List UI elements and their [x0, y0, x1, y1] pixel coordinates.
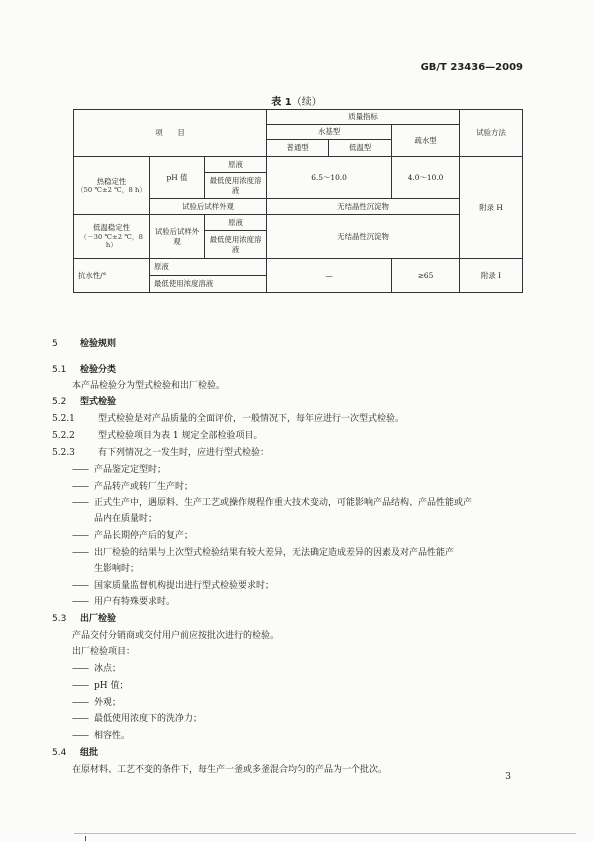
list-item-continuation: 品内在质量时；	[94, 514, 158, 524]
list-item-text: 出厂检验的结果与上次型式检验结果有较大差异，无法确定造成差异的因素及对产品性能产	[94, 548, 455, 558]
heat-no-crystal: 无结晶性沉淀物	[267, 199, 460, 215]
dash-mark: ——	[72, 548, 88, 558]
list-item	[72, 695, 121, 708]
section-5-4	[52, 745, 98, 758]
header-quality: 质量指标	[267, 110, 460, 125]
table-caption-cont: （续）	[291, 97, 322, 108]
list-item	[72, 495, 472, 508]
list-item	[72, 728, 130, 741]
section-5-2-number: 5.2	[52, 397, 67, 407]
section-5-2-2-number: 5.2.2	[52, 431, 75, 441]
header-low-temp-type: 低温型	[329, 140, 392, 157]
section-5-1-text: 本产品检验分为型式检验和出厂检验。	[72, 381, 226, 391]
dash-mark: ——	[72, 498, 88, 508]
quality-table	[73, 109, 523, 293]
footer-rule	[74, 833, 576, 834]
header-test-method: 试验方法	[460, 110, 523, 157]
header-flow-type: 疏水型	[392, 125, 460, 157]
list-item-text: 最低使用浓度下的洗净力；	[94, 714, 203, 724]
section-5-3-title: 出厂检验	[80, 614, 117, 624]
dash-mark: ——	[72, 681, 88, 691]
heat-stability-cond: （50 ℃±2 ℃，8 h）	[76, 185, 147, 194]
list-item-text: 用户有特殊要求时。	[94, 597, 176, 607]
water-resist-min-conc: 最低使用浓度溶液	[150, 276, 267, 293]
water-resist-ge65: ≥65	[392, 259, 460, 293]
low-temp-original: 原液	[205, 215, 267, 231]
list-item	[72, 545, 454, 558]
footer-tick	[85, 836, 86, 841]
dash-mark: ——	[72, 731, 88, 741]
low-temp-no-crystal: 无结晶性沉淀物	[267, 215, 460, 259]
list-item-text: 产品鉴定定型时；	[94, 465, 167, 475]
dash-mark: ——	[72, 465, 88, 475]
water-resist-original: 原液	[150, 259, 267, 276]
section-5-1-title: 检验分类	[80, 365, 117, 375]
table-caption-label: 表 1	[271, 97, 292, 108]
low-temp-after-test: 试验后试样外观	[150, 215, 205, 259]
section-5-4-number: 5.4	[52, 748, 67, 758]
low-temp-min-conc: 最低使用浓度溶液	[205, 231, 267, 259]
section-5-2-title: 型式检验	[80, 397, 117, 407]
dash-mark: ——	[72, 664, 88, 674]
dash-mark: ——	[72, 714, 88, 724]
section-5-title: 检验规则	[80, 339, 117, 349]
list-item	[72, 594, 175, 607]
standard-number: GB/T 23436—2009	[420, 62, 523, 73]
list-item-text: 相容性。	[94, 731, 131, 741]
water-resist-label: 抗水性/°	[74, 259, 150, 293]
low-temp-stability-cell	[74, 215, 150, 259]
list-item	[72, 528, 193, 541]
list-item-text: 冰点；	[94, 664, 122, 674]
section-5-4-text: 在原材料、工艺不变的条件下，每生产一釜或多釜混合均匀的产品为一个批次。	[72, 765, 388, 775]
page-number: 3	[505, 772, 511, 782]
dash-mark: ——	[72, 482, 88, 492]
section-5-1	[52, 362, 116, 375]
low-temp-stability-label: 低温稳定性	[93, 223, 130, 233]
section-5-2-2-text: 型式检验项目为表 1 规定全部检验项目。	[98, 431, 263, 441]
list-item	[72, 711, 202, 724]
list-item-continuation: 生影响时；	[94, 564, 140, 574]
ph-range-water: 6.5～10.0	[267, 157, 392, 199]
section-5-2-1-number: 5.2.1	[52, 414, 75, 424]
section-5-3-items-title: 出厂检验项目：	[72, 647, 136, 657]
section-5-2-1-text: 型式检验是对产品质量的全面评价，一般情况下，每年应进行一次型式检验。	[98, 414, 405, 424]
dash-mark: ——	[72, 698, 88, 708]
section-5-2-3	[52, 445, 269, 458]
list-item	[72, 661, 121, 674]
annex-h: 附录 H	[460, 157, 523, 259]
section-5-2-3-number: 5.2.3	[52, 448, 75, 458]
low-temp-stability-cond: （－30 ℃±2 ℃，8 h）	[80, 232, 143, 250]
dash-mark: ——	[72, 531, 88, 541]
section-5-2	[52, 394, 116, 407]
ph-label: pH 值	[150, 157, 205, 199]
section-5	[52, 336, 116, 349]
heat-stability-label: 热稳定性	[96, 176, 127, 186]
dash-mark: ——	[72, 581, 88, 591]
section-5-2-2	[52, 428, 262, 441]
list-item	[72, 462, 166, 475]
ph-min-conc: 最低使用浓度溶液	[205, 173, 267, 199]
list-item	[72, 578, 274, 591]
list-item	[72, 479, 193, 492]
list-item-text: 外观；	[94, 698, 122, 708]
dash-mark: ——	[72, 597, 88, 607]
section-5-number: 5	[52, 339, 58, 349]
heat-after-test-appearance: 试验后试样外观	[150, 199, 267, 215]
section-5-3-number: 5.3	[52, 614, 67, 624]
heat-stability-cell	[74, 157, 150, 215]
header-water-type: 水基型	[267, 125, 392, 140]
ph-original: 原液	[205, 157, 267, 173]
ph-range-flow: 4.0～10.0	[392, 157, 460, 199]
header-item: 项 目	[74, 110, 267, 157]
section-5-1-number: 5.1	[52, 365, 67, 375]
water-resist-dash: —	[267, 259, 392, 293]
list-item-text: 产品长期停产后的复产；	[94, 531, 194, 541]
header-normal-type: 普通型	[267, 140, 329, 157]
section-5-2-3-text: 有下列情况之一发生时，应进行型式检验：	[98, 448, 270, 458]
section-5-3-text: 产品交付分销商或交付用户前应按批次进行的检验。	[72, 631, 280, 641]
list-item-text: 国家质量监督机构提出进行型式检验要求时；	[94, 581, 275, 591]
annex-i: 附录 I	[460, 259, 523, 293]
list-item-text: 产品转产或转厂生产时；	[94, 482, 194, 492]
section-5-3	[52, 611, 116, 624]
section-5-4-title: 组批	[80, 748, 99, 758]
list-item-text: 正式生产中，遇原料、生产工艺或操作规程作重大技术变动，可能影响产品结构、产品性能或产	[94, 498, 473, 508]
table-caption	[0, 93, 593, 108]
list-item-text: pH 值；	[94, 681, 129, 691]
list-item	[72, 678, 128, 691]
section-5-2-1	[52, 411, 404, 424]
